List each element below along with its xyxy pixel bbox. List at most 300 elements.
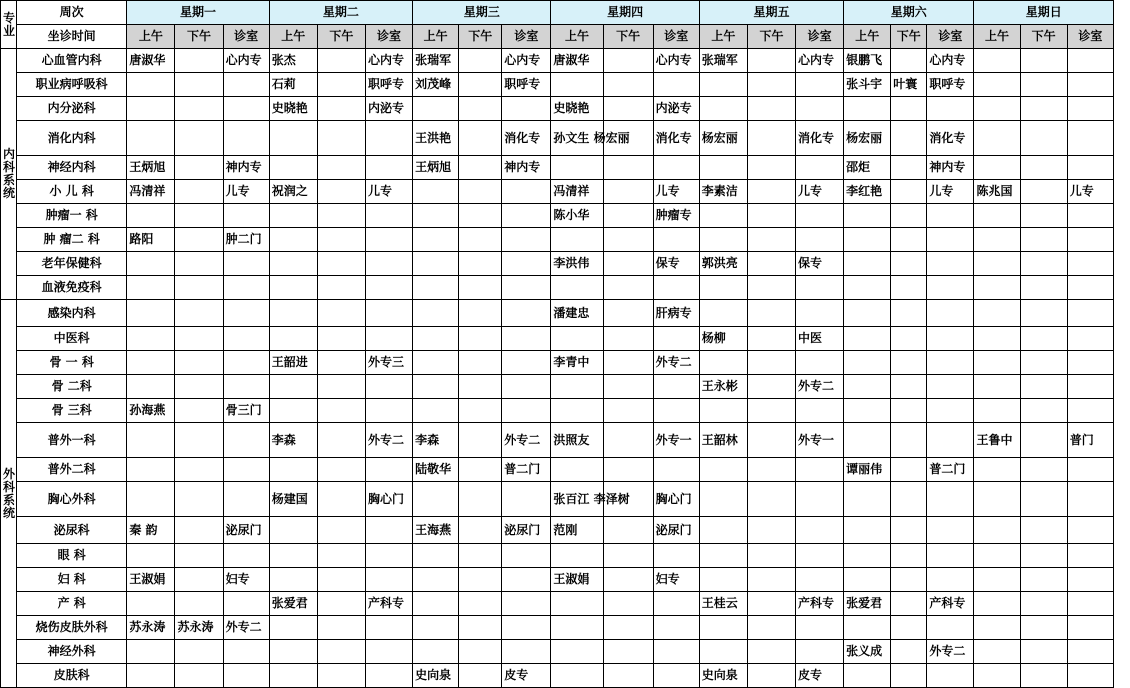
afternoon-header: 下午 bbox=[1020, 25, 1067, 49]
department-name: 神经外科 bbox=[17, 640, 127, 664]
schedule-cell-room bbox=[1067, 156, 1113, 180]
schedule-cell-morning bbox=[127, 327, 175, 351]
schedule-cell-morning bbox=[269, 156, 317, 180]
schedule-cell-afternoon bbox=[603, 180, 653, 204]
schedule-cell-room bbox=[502, 616, 551, 640]
schedule-cell-afternoon bbox=[747, 664, 795, 688]
schedule-cell-afternoon bbox=[1020, 121, 1067, 156]
schedule-cell-morning bbox=[127, 121, 175, 156]
schedule-cell-morning: 冯清祥 bbox=[127, 180, 175, 204]
schedule-cell-morning bbox=[974, 73, 1020, 97]
table-row bbox=[1, 458, 1114, 482]
schedule-cell-room bbox=[365, 664, 412, 688]
schedule-cell-afternoon bbox=[891, 375, 927, 399]
schedule-cell-afternoon bbox=[747, 97, 795, 121]
schedule-cell-afternoon bbox=[891, 664, 927, 688]
schedule-cell-room bbox=[1067, 49, 1113, 73]
department-name: 内分泌科 bbox=[17, 97, 127, 121]
schedule-cell-morning bbox=[269, 204, 317, 228]
schedule-cell-room bbox=[1067, 97, 1113, 121]
schedule-cell-afternoon bbox=[317, 482, 365, 517]
schedule-cell-room bbox=[502, 180, 551, 204]
schedule-cell-morning bbox=[974, 97, 1020, 121]
schedule-cell-morning bbox=[844, 517, 891, 544]
schedule-cell-room bbox=[1067, 204, 1113, 228]
schedule-cell-room bbox=[796, 300, 844, 327]
schedule-cell-morning bbox=[551, 375, 603, 399]
schedule-cell-morning bbox=[127, 97, 175, 121]
schedule-cell-afternoon bbox=[747, 327, 795, 351]
category-internal: 内 科 系 统 bbox=[1, 49, 17, 300]
schedule-cell-afternoon bbox=[459, 592, 502, 616]
schedule-cell-room: 外专二 bbox=[502, 423, 551, 458]
schedule-cell-room: 保专 bbox=[653, 252, 699, 276]
department-name: 烧伤皮肤外科 bbox=[17, 616, 127, 640]
schedule-cell-afternoon bbox=[175, 640, 223, 664]
schedule-cell-afternoon bbox=[747, 73, 795, 97]
schedule-cell-afternoon bbox=[747, 375, 795, 399]
schedule-cell-afternoon bbox=[459, 664, 502, 688]
schedule-cell-morning bbox=[974, 327, 1020, 351]
schedule-cell-room: 胸心门 bbox=[653, 482, 699, 517]
schedule-cell-afternoon bbox=[175, 568, 223, 592]
schedule-cell-morning: 史晓艳 bbox=[269, 97, 317, 121]
day-header-wed: 星期三 bbox=[413, 1, 551, 25]
schedule-cell-afternoon bbox=[1020, 300, 1067, 327]
schedule-cell-afternoon bbox=[175, 423, 223, 458]
table-row bbox=[1, 252, 1114, 276]
schedule-cell-morning: 王鲁中 bbox=[974, 423, 1020, 458]
schedule-cell-afternoon bbox=[317, 204, 365, 228]
schedule-cell-room bbox=[223, 300, 269, 327]
schedule-cell-morning bbox=[699, 351, 747, 375]
schedule-cell-afternoon bbox=[1020, 664, 1067, 688]
schedule-cell-room: 普门 bbox=[1067, 423, 1113, 458]
schedule-cell-morning bbox=[413, 375, 459, 399]
schedule-cell-afternoon bbox=[747, 351, 795, 375]
schedule-cell-room bbox=[1067, 252, 1113, 276]
schedule-cell-morning: 王淑娟 bbox=[551, 568, 603, 592]
schedule-cell-afternoon bbox=[891, 300, 927, 327]
schedule-cell-afternoon bbox=[459, 568, 502, 592]
schedule-cell-afternoon bbox=[175, 204, 223, 228]
schedule-cell-afternoon bbox=[317, 592, 365, 616]
room-header: 诊室 bbox=[365, 25, 412, 49]
schedule-cell-room bbox=[1067, 664, 1113, 688]
schedule-cell-afternoon bbox=[891, 399, 927, 423]
department-name: 职业病呼吸科 bbox=[17, 73, 127, 97]
schedule-cell-afternoon bbox=[747, 458, 795, 482]
schedule-cell-afternoon bbox=[317, 252, 365, 276]
schedule-cell-afternoon bbox=[747, 517, 795, 544]
schedule-cell-room bbox=[365, 399, 412, 423]
schedule-cell-morning bbox=[974, 458, 1020, 482]
schedule-cell-afternoon bbox=[891, 482, 927, 517]
schedule-cell-room bbox=[653, 664, 699, 688]
afternoon-header: 下午 bbox=[603, 25, 653, 49]
schedule-cell-room: 消化专 bbox=[653, 121, 699, 156]
schedule-cell-morning bbox=[844, 399, 891, 423]
schedule-cell-morning bbox=[413, 204, 459, 228]
schedule-cell-afternoon bbox=[1020, 423, 1067, 458]
schedule-cell-room bbox=[1067, 399, 1113, 423]
schedule-cell-afternoon bbox=[459, 517, 502, 544]
schedule-cell-room bbox=[796, 204, 844, 228]
schedule-cell-afternoon bbox=[891, 121, 927, 156]
schedule-cell-room bbox=[365, 327, 412, 351]
schedule-cell-morning bbox=[699, 228, 747, 252]
department-name: 泌尿科 bbox=[17, 517, 127, 544]
schedule-cell-afternoon bbox=[603, 640, 653, 664]
schedule-cell-afternoon bbox=[317, 544, 365, 568]
department-name: 骨 三科 bbox=[17, 399, 127, 423]
schedule-cell-morning bbox=[269, 664, 317, 688]
schedule-cell-morning bbox=[269, 517, 317, 544]
schedule-cell-afternoon bbox=[317, 276, 365, 300]
schedule-cell-room bbox=[502, 640, 551, 664]
schedule-cell-morning bbox=[413, 97, 459, 121]
schedule-cell-afternoon bbox=[603, 204, 653, 228]
schedule-cell-morning: 路阳 bbox=[127, 228, 175, 252]
schedule-cell-morning bbox=[269, 121, 317, 156]
schedule-cell-morning: 李青中 bbox=[551, 351, 603, 375]
schedule-cell-morning bbox=[699, 517, 747, 544]
schedule-cell-room: 消化专 bbox=[502, 121, 551, 156]
schedule-cell-afternoon bbox=[175, 482, 223, 517]
schedule-cell-morning bbox=[413, 327, 459, 351]
department-name: 皮肤科 bbox=[17, 664, 127, 688]
schedule-cell-room: 神内专 bbox=[223, 156, 269, 180]
schedule-cell-room bbox=[653, 592, 699, 616]
schedule-cell-morning bbox=[127, 458, 175, 482]
schedule-cell-afternoon: 苏永涛 bbox=[175, 616, 223, 640]
schedule-cell-morning: 谭丽伟 bbox=[844, 458, 891, 482]
schedule-cell-afternoon bbox=[891, 592, 927, 616]
afternoon-header: 下午 bbox=[175, 25, 223, 49]
schedule-cell-afternoon bbox=[175, 228, 223, 252]
schedule-cell-room bbox=[927, 351, 974, 375]
schedule-cell-afternoon bbox=[1020, 49, 1067, 73]
department-name: 消化内科 bbox=[17, 121, 127, 156]
major-header: 专 业 bbox=[1, 1, 17, 49]
schedule-cell-morning bbox=[127, 300, 175, 327]
morning-header: 上午 bbox=[844, 25, 891, 49]
schedule-cell-morning bbox=[269, 458, 317, 482]
schedule-cell-afternoon bbox=[459, 351, 502, 375]
schedule-cell-afternoon bbox=[747, 592, 795, 616]
schedule-cell-morning: 李红艳 bbox=[844, 180, 891, 204]
schedule-cell-room: 心内专 bbox=[502, 49, 551, 73]
schedule-cell-room bbox=[502, 327, 551, 351]
room-header: 诊室 bbox=[1067, 25, 1113, 49]
schedule-cell-morning bbox=[974, 121, 1020, 156]
schedule-cell-room: 职呼专 bbox=[365, 73, 412, 97]
schedule-cell-afternoon bbox=[459, 180, 502, 204]
schedule-cell-room: 儿专 bbox=[653, 180, 699, 204]
schedule-cell-morning: 孙文生 杨宏丽 bbox=[551, 121, 603, 156]
schedule-cell-morning: 王洪艳 bbox=[413, 121, 459, 156]
clinic-time-header: 坐诊时间 bbox=[17, 25, 127, 49]
schedule-cell-room bbox=[653, 458, 699, 482]
schedule-cell-morning bbox=[974, 252, 1020, 276]
schedule-cell-afternoon bbox=[317, 97, 365, 121]
schedule-cell-room bbox=[653, 228, 699, 252]
schedule-cell-morning bbox=[269, 399, 317, 423]
schedule-cell-afternoon bbox=[317, 300, 365, 327]
schedule-cell-afternoon bbox=[747, 180, 795, 204]
schedule-cell-room bbox=[365, 544, 412, 568]
schedule-cell-morning: 史晓艳 bbox=[551, 97, 603, 121]
schedule-cell-room bbox=[223, 327, 269, 351]
schedule-cell-afternoon bbox=[317, 228, 365, 252]
table-row bbox=[1, 517, 1114, 544]
schedule-cell-morning bbox=[127, 375, 175, 399]
morning-header: 上午 bbox=[413, 25, 459, 49]
schedule-cell-afternoon bbox=[317, 73, 365, 97]
schedule-cell-morning bbox=[974, 399, 1020, 423]
schedule-cell-morning bbox=[551, 458, 603, 482]
schedule-cell-afternoon bbox=[747, 423, 795, 458]
schedule-cell-morning bbox=[974, 375, 1020, 399]
schedule-cell-room bbox=[223, 73, 269, 97]
schedule-cell-afternoon bbox=[1020, 616, 1067, 640]
schedule-cell-room bbox=[1067, 300, 1113, 327]
schedule-cell-morning bbox=[127, 276, 175, 300]
category-surgical: 外 科 系 统 bbox=[1, 300, 17, 688]
schedule-cell-room bbox=[502, 252, 551, 276]
schedule-cell-morning bbox=[844, 568, 891, 592]
schedule-cell-morning bbox=[699, 300, 747, 327]
schedule-cell-afternoon bbox=[891, 616, 927, 640]
schedule-cell-room bbox=[223, 544, 269, 568]
afternoon-header: 下午 bbox=[891, 25, 927, 49]
schedule-cell-morning bbox=[551, 156, 603, 180]
table-row bbox=[1, 73, 1114, 97]
schedule-cell-room bbox=[796, 399, 844, 423]
schedule-cell-room bbox=[1067, 616, 1113, 640]
schedule-cell-room: 保专 bbox=[796, 252, 844, 276]
schedule-cell-morning bbox=[127, 664, 175, 688]
schedule-cell-room bbox=[1067, 375, 1113, 399]
schedule-cell-afternoon bbox=[459, 375, 502, 399]
department-name: 小 儿 科 bbox=[17, 180, 127, 204]
room-header: 诊室 bbox=[223, 25, 269, 49]
schedule-cell-room: 儿专 bbox=[365, 180, 412, 204]
room-header: 诊室 bbox=[653, 25, 699, 49]
schedule-cell-afternoon bbox=[747, 228, 795, 252]
schedule-cell-morning bbox=[974, 204, 1020, 228]
schedule-cell-room: 外专二 bbox=[223, 616, 269, 640]
schedule-cell-afternoon bbox=[175, 73, 223, 97]
schedule-cell-afternoon bbox=[603, 592, 653, 616]
schedule-cell-morning bbox=[551, 544, 603, 568]
schedule-cell-room: 儿专 bbox=[1067, 180, 1113, 204]
schedule-cell-afternoon bbox=[175, 375, 223, 399]
schedule-cell-room: 神内专 bbox=[502, 156, 551, 180]
schedule-cell-room bbox=[223, 423, 269, 458]
schedule-cell-room bbox=[502, 592, 551, 616]
schedule-cell-room bbox=[927, 517, 974, 544]
table-row bbox=[1, 204, 1114, 228]
schedule-cell-room: 心内专 bbox=[223, 49, 269, 73]
schedule-cell-morning bbox=[127, 482, 175, 517]
morning-header: 上午 bbox=[699, 25, 747, 49]
schedule-cell-afternoon bbox=[459, 544, 502, 568]
schedule-cell-afternoon bbox=[459, 300, 502, 327]
table-row bbox=[1, 399, 1114, 423]
schedule-cell-afternoon bbox=[459, 482, 502, 517]
schedule-cell-afternoon bbox=[459, 73, 502, 97]
schedule-cell-morning bbox=[699, 616, 747, 640]
schedule-cell-afternoon bbox=[747, 616, 795, 640]
schedule-cell-morning bbox=[974, 276, 1020, 300]
schedule-cell-afternoon bbox=[317, 327, 365, 351]
schedule-cell-room bbox=[502, 276, 551, 300]
department-name: 肿瘤一 科 bbox=[17, 204, 127, 228]
schedule-cell-room bbox=[365, 276, 412, 300]
schedule-cell-morning bbox=[974, 640, 1020, 664]
schedule-cell-room bbox=[365, 204, 412, 228]
schedule-cell-morning bbox=[269, 327, 317, 351]
schedule-cell-afternoon bbox=[175, 252, 223, 276]
schedule-cell-room: 中医 bbox=[796, 327, 844, 351]
schedule-cell-room: 儿专 bbox=[796, 180, 844, 204]
schedule-cell-afternoon bbox=[459, 121, 502, 156]
schedule-cell-afternoon bbox=[317, 351, 365, 375]
schedule-cell-afternoon bbox=[459, 616, 502, 640]
schedule-cell-morning: 王海燕 bbox=[413, 517, 459, 544]
schedule-cell-room bbox=[1067, 327, 1113, 351]
schedule-cell-afternoon bbox=[603, 399, 653, 423]
schedule-cell-room: 胸心门 bbox=[365, 482, 412, 517]
schedule-cell-room bbox=[1067, 517, 1113, 544]
schedule-cell-afternoon bbox=[603, 375, 653, 399]
schedule-cell-room: 产科专 bbox=[796, 592, 844, 616]
schedule-cell-room bbox=[796, 640, 844, 664]
schedule-cell-morning: 王淑娟 bbox=[127, 568, 175, 592]
schedule-cell-morning: 王韶进 bbox=[269, 351, 317, 375]
schedule-cell-afternoon bbox=[603, 97, 653, 121]
schedule-cell-afternoon bbox=[891, 228, 927, 252]
schedule-cell-room bbox=[796, 73, 844, 97]
schedule-cell-afternoon bbox=[317, 517, 365, 544]
afternoon-header: 下午 bbox=[317, 25, 365, 49]
schedule-cell-afternoon bbox=[891, 544, 927, 568]
schedule-cell-morning: 王永彬 bbox=[699, 375, 747, 399]
day-header-sun: 星期日 bbox=[974, 1, 1114, 25]
schedule-cell-room bbox=[1067, 544, 1113, 568]
table-row bbox=[1, 121, 1114, 156]
schedule-cell-room: 泌尿门 bbox=[653, 517, 699, 544]
schedule-cell-morning: 郭洪亮 bbox=[699, 252, 747, 276]
schedule-cell-room: 肿瘤专 bbox=[653, 204, 699, 228]
schedule-cell-room: 神内专 bbox=[927, 156, 974, 180]
schedule-cell-afternoon bbox=[1020, 156, 1067, 180]
table-row bbox=[1, 375, 1114, 399]
schedule-cell-afternoon bbox=[891, 640, 927, 664]
schedule-cell-room: 妇专 bbox=[653, 568, 699, 592]
department-name: 神经内科 bbox=[17, 156, 127, 180]
day-header-tue: 星期二 bbox=[269, 1, 412, 25]
schedule-cell-morning bbox=[974, 49, 1020, 73]
schedule-cell-morning bbox=[551, 228, 603, 252]
schedule-cell-morning: 陈兆国 bbox=[974, 180, 1020, 204]
schedule-cell-afternoon bbox=[317, 375, 365, 399]
table-row bbox=[1, 180, 1114, 204]
schedule-cell-afternoon bbox=[175, 517, 223, 544]
schedule-cell-afternoon bbox=[459, 228, 502, 252]
schedule-cell-morning bbox=[127, 252, 175, 276]
schedule-cell-afternoon bbox=[891, 327, 927, 351]
schedule-cell-room bbox=[1067, 351, 1113, 375]
schedule-cell-morning bbox=[844, 423, 891, 458]
schedule-cell-room bbox=[502, 351, 551, 375]
schedule-cell-room bbox=[927, 482, 974, 517]
schedule-cell-afternoon bbox=[459, 458, 502, 482]
schedule-cell-afternoon bbox=[891, 252, 927, 276]
schedule-cell-room: 肝病专 bbox=[653, 300, 699, 327]
schedule-cell-room: 儿专 bbox=[223, 180, 269, 204]
schedule-cell-room bbox=[502, 300, 551, 327]
schedule-cell-room bbox=[796, 276, 844, 300]
schedule-cell-morning: 王炳旭 bbox=[413, 156, 459, 180]
schedule-cell-morning bbox=[699, 568, 747, 592]
schedule-cell-room bbox=[502, 375, 551, 399]
schedule-cell-room bbox=[365, 517, 412, 544]
schedule-cell-room bbox=[653, 544, 699, 568]
schedule-cell-morning bbox=[699, 276, 747, 300]
room-header: 诊室 bbox=[927, 25, 974, 49]
table-row bbox=[1, 49, 1114, 73]
table-row bbox=[1, 351, 1114, 375]
schedule-cell-afternoon bbox=[603, 517, 653, 544]
schedule-cell-room bbox=[927, 97, 974, 121]
schedule-cell-afternoon bbox=[459, 640, 502, 664]
department-name: 感染内科 bbox=[17, 300, 127, 327]
schedule-cell-afternoon bbox=[891, 517, 927, 544]
schedule-cell-morning: 张斗宇 bbox=[844, 73, 891, 97]
schedule-cell-morning bbox=[699, 544, 747, 568]
schedule-cell-room bbox=[502, 228, 551, 252]
schedule-cell-room bbox=[1067, 73, 1113, 97]
schedule-cell-afternoon bbox=[459, 156, 502, 180]
schedule-cell-afternoon bbox=[603, 351, 653, 375]
schedule-cell-morning bbox=[413, 300, 459, 327]
schedule-cell-afternoon bbox=[603, 327, 653, 351]
schedule-cell-room bbox=[927, 423, 974, 458]
schedule-cell-morning: 李森 bbox=[413, 423, 459, 458]
schedule-cell-afternoon bbox=[175, 351, 223, 375]
schedule-cell-morning bbox=[413, 180, 459, 204]
schedule-cell-room bbox=[223, 640, 269, 664]
schedule-cell-afternoon bbox=[747, 156, 795, 180]
schedule-cell-morning: 范刚 bbox=[551, 517, 603, 544]
department-name: 心血管内科 bbox=[17, 49, 127, 73]
schedule-cell-room bbox=[223, 97, 269, 121]
schedule-cell-room bbox=[653, 399, 699, 423]
schedule-cell-afternoon bbox=[1020, 228, 1067, 252]
table-row bbox=[1, 640, 1114, 664]
schedule-cell-room bbox=[927, 252, 974, 276]
schedule-cell-room bbox=[365, 568, 412, 592]
schedule-cell-afternoon bbox=[1020, 517, 1067, 544]
schedule-cell-morning: 唐淑华 bbox=[551, 49, 603, 73]
schedule-cell-morning: 李素洁 bbox=[699, 180, 747, 204]
schedule-cell-afternoon bbox=[175, 664, 223, 688]
schedule-cell-afternoon bbox=[603, 423, 653, 458]
schedule-cell-room bbox=[1067, 276, 1113, 300]
table-row bbox=[1, 228, 1114, 252]
